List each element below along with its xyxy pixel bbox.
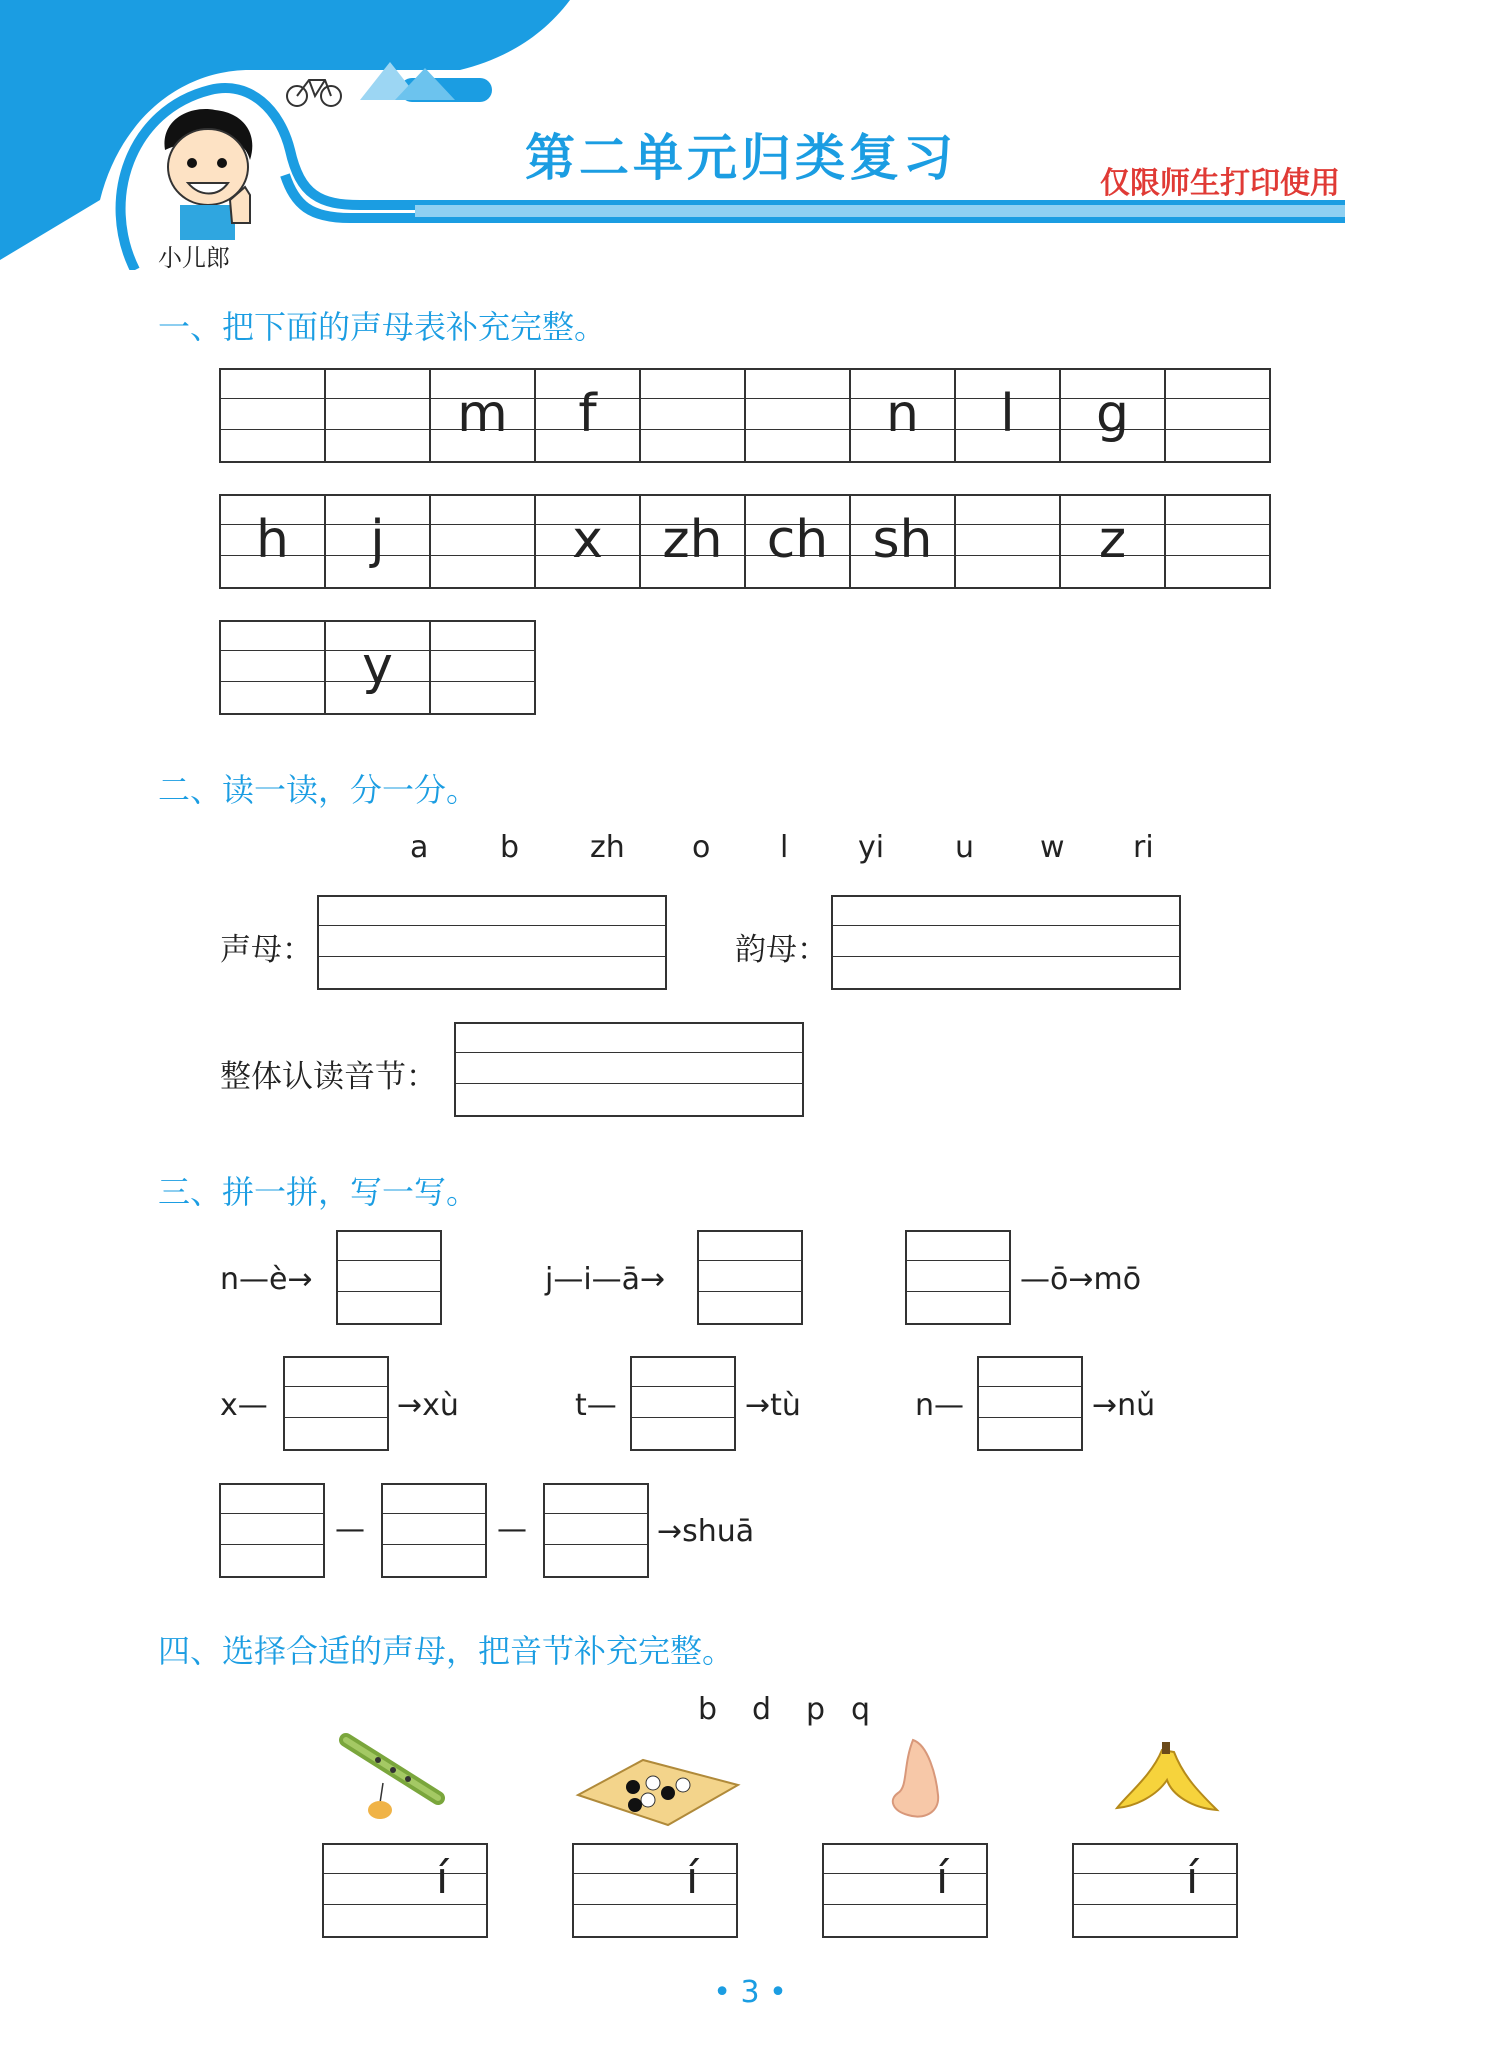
syllable-answer-box[interactable] — [322, 1843, 488, 1938]
syllable-answer-box[interactable] — [1072, 1843, 1238, 1938]
bicycle-icon — [285, 68, 345, 108]
spell-answer-box[interactable] — [630, 1356, 736, 1451]
syllable-answer-box[interactable] — [572, 1843, 738, 1938]
initial-cell — [534, 368, 641, 463]
spell-answer-box[interactable] — [905, 1230, 1011, 1325]
initial-letter: h — [256, 510, 289, 570]
word-item: yi — [858, 830, 885, 865]
initial-cell — [324, 620, 431, 715]
initial-letter: n — [886, 384, 919, 444]
whole-syllable-label: 整体认读音节： — [220, 1059, 437, 1095]
spell-result-shua: →shuā — [657, 1514, 755, 1549]
initial-letter: z — [1098, 510, 1127, 570]
initial-letter: g — [1095, 384, 1129, 444]
spell-prompt-ne: n—è→ — [220, 1262, 313, 1297]
letter-choice: p — [806, 1692, 826, 1727]
initial-letter: j — [370, 510, 385, 570]
initial-cell — [219, 494, 326, 589]
spell-result-xu: →xù — [397, 1388, 459, 1423]
initial-cell — [1059, 368, 1166, 463]
spell-answer-box[interactable] — [336, 1230, 442, 1325]
initial-cell[interactable] — [219, 368, 326, 463]
spell-result-tu: →tù — [745, 1388, 801, 1423]
tone-mark: í — [1186, 1853, 1199, 1904]
initial-cell[interactable] — [954, 494, 1061, 589]
finals-label: 韵母： — [735, 932, 828, 968]
initial-cell[interactable] — [429, 620, 536, 715]
spell-prompt-x: x— — [220, 1388, 268, 1423]
section1-heading: 一、把下面的声母表补充完整。 — [158, 308, 607, 346]
spell-answer-box[interactable] — [977, 1356, 1083, 1451]
initial-letter: x — [572, 510, 603, 570]
initial-cell[interactable] — [639, 368, 746, 463]
word-item: ri — [1133, 830, 1154, 865]
initial-letter: sh — [872, 510, 933, 570]
go-board-icon — [573, 1755, 743, 1830]
initial-cell[interactable] — [429, 494, 536, 589]
finals-answer-box[interactable] — [831, 895, 1181, 990]
spell-prompt-jia: j—i—ā→ — [545, 1262, 666, 1297]
syllable-answer-box[interactable] — [822, 1843, 988, 1938]
letter-choice: b — [698, 1692, 718, 1727]
initial-letter: m — [457, 384, 508, 444]
banana-peel-icon — [1112, 1740, 1222, 1820]
initial-cell[interactable] — [1164, 494, 1271, 589]
section4-heading: 四、选择合适的声母，把音节补充完整。 — [158, 1632, 735, 1670]
tone-mark: í — [936, 1853, 949, 1904]
initials-label: 声母： — [220, 932, 313, 968]
initial-letter: l — [1000, 384, 1015, 444]
mascot-name: 小儿郎 — [158, 244, 230, 272]
usage-note: 仅限师生打印使用 — [1100, 166, 1340, 201]
word-item: o — [692, 830, 711, 865]
section2-heading: 二、读一读，分一分。 — [158, 771, 479, 809]
initial-cell[interactable] — [744, 368, 851, 463]
initial-cell — [954, 368, 1061, 463]
page-title: 第二单元归类复习 — [525, 129, 957, 187]
initial-cell[interactable] — [324, 368, 431, 463]
initial-cell — [534, 494, 641, 589]
word-item: a — [410, 830, 429, 865]
spell-dash: — — [497, 1512, 527, 1547]
initial-letter: y — [362, 636, 393, 696]
initial-cell — [1059, 494, 1166, 589]
initial-cell — [639, 494, 746, 589]
word-item: w — [1040, 830, 1065, 865]
spell-dash: — — [335, 1512, 365, 1547]
whole-syllable-answer-box[interactable] — [454, 1022, 804, 1117]
spell-answer-box[interactable] — [697, 1230, 803, 1325]
letter-choice: d — [752, 1692, 772, 1727]
initial-letter: f — [578, 384, 597, 444]
flute-icon — [338, 1728, 453, 1823]
section3-heading: 三、拼一拼，写一写。 — [158, 1173, 479, 1211]
spell-answer-box[interactable] — [381, 1483, 487, 1578]
initial-letter: ch — [766, 510, 829, 570]
tone-mark: í — [686, 1853, 699, 1904]
word-item: b — [500, 830, 520, 865]
spell-answer-box[interactable] — [219, 1483, 325, 1578]
spell-prompt-t: t— — [575, 1388, 617, 1423]
initial-cell[interactable] — [219, 620, 326, 715]
initial-cell — [744, 494, 851, 589]
initials-answer-box[interactable] — [317, 895, 667, 990]
word-item: zh — [590, 830, 625, 865]
initial-cell — [429, 368, 536, 463]
spell-answer-box[interactable] — [283, 1356, 389, 1451]
initial-cell — [324, 494, 431, 589]
word-item: u — [955, 830, 975, 865]
spell-answer-box[interactable] — [543, 1483, 649, 1578]
initial-cell — [849, 494, 956, 589]
spell-prompt-n: n— — [915, 1388, 965, 1423]
nose-icon — [878, 1735, 948, 1825]
tone-mark: í — [436, 1853, 449, 1904]
initial-cell — [849, 368, 956, 463]
page-number: • 3 • — [713, 1975, 787, 2010]
spell-prompt-mo: —ō→mō — [1020, 1262, 1142, 1297]
spell-result-nu: →nǔ — [1092, 1388, 1156, 1423]
word-item: l — [780, 830, 789, 865]
initial-letter: zh — [662, 510, 723, 570]
letter-choice: q — [851, 1692, 871, 1727]
mascot-avatar — [150, 105, 270, 240]
initial-cell[interactable] — [1164, 368, 1271, 463]
